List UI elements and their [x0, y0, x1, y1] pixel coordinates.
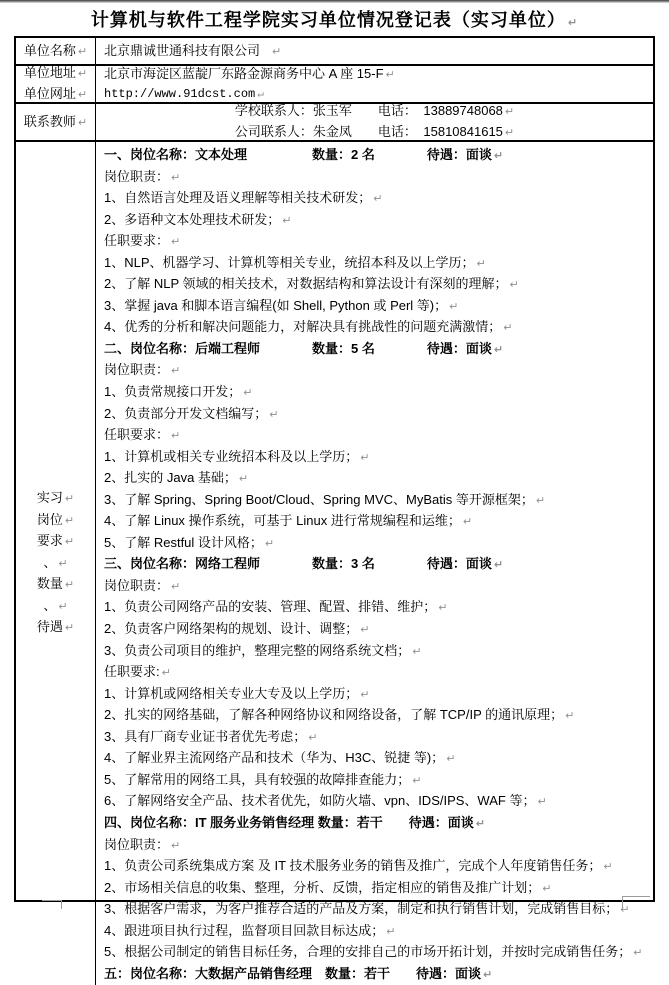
- position-detail-line: [104, 382, 647, 404]
- position-detail-line: [104, 296, 647, 318]
- position-detail-line-text: 4、跟进项目执行过程，监督项目回款目标达成；: [104, 922, 385, 938]
- paragraph-mark-icon: ↵: [475, 817, 485, 830]
- paragraph-mark-icon: ↵: [238, 473, 249, 486]
- positions-row-label-line: [37, 488, 74, 510]
- position-detail-line: [104, 684, 647, 706]
- positions-row-label-line: [37, 531, 74, 553]
- position-detail-line: [104, 791, 647, 813]
- address-label-cell: [16, 64, 96, 102]
- paragraph-mark-icon: ↵: [476, 257, 486, 270]
- position-detail-line-text: 任职要求:: [104, 664, 160, 680]
- position-detail-line: [104, 942, 647, 964]
- paragraph-mark-icon: ↵: [64, 493, 75, 506]
- company-name-label-cell: [16, 38, 96, 64]
- position-detail-line-text: 4、优秀的分析和解决问题能力，对解决具有挑战性的问题充满激情；: [104, 319, 502, 335]
- page-title-text: 计算机与软件工程学院实习单位情况登记表（实习单位）: [90, 10, 566, 30]
- website-url-text: http://www.91dcst.com: [104, 86, 256, 101]
- paragraph-mark-icon: ↵: [542, 882, 552, 895]
- position-detail-line: [104, 641, 647, 663]
- page-margin-mark-left-icon: [42, 900, 62, 909]
- paragraph-mark-icon: ↵: [64, 514, 75, 527]
- company-name-value-cell: [96, 38, 653, 64]
- page-margin-mark-right-icon: [622, 896, 650, 909]
- paragraph-mark-icon: ↵: [360, 688, 370, 701]
- position-detail-line: [104, 274, 647, 296]
- paragraph-mark-icon: ↵: [257, 88, 264, 101]
- website-label-text: 单位网址: [23, 86, 76, 101]
- paragraph-mark-icon: ↵: [567, 17, 579, 29]
- paragraph-mark-icon: ↵: [171, 430, 181, 443]
- position-detail-line-text: 4、了解 Linux 操作系统，可基于 Linux 进行常规编程和运维；: [104, 513, 461, 529]
- address-text: 北京市海淀区蓝靛厂东路金源商务中心 A 座 15-F: [104, 65, 384, 81]
- paragraph-mark-icon: ↵: [620, 904, 630, 917]
- position-detail-line: [104, 597, 647, 619]
- paragraph-mark-icon: ↵: [504, 106, 515, 118]
- position-section-header-text: 五：岗位名称：大数据产品销售经理 数量：若干 待遇：面谈: [104, 965, 482, 981]
- position-detail-line: [104, 899, 647, 921]
- position-detail-line-text: 3、具有厂商专业证书者优先考虑；: [104, 728, 307, 744]
- position-detail-line-text: 3、根据客户需求，为客户推荐合适的产品及方案，制定和执行销售计划，完成销售目标；: [104, 901, 619, 917]
- paragraph-mark-icon: ↵: [77, 116, 88, 129]
- position-detail-line: [104, 360, 647, 382]
- paragraph-mark-icon: ↵: [386, 925, 396, 938]
- paragraph-mark-icon: ↵: [462, 516, 473, 529]
- paragraph-mark-icon: ↵: [483, 968, 493, 981]
- position-detail-line-text: 2、了解 NLP 领域的相关技术，对数据结构和算法设计有深刻的理解；: [104, 276, 508, 292]
- paragraph-mark-icon: ↵: [412, 774, 422, 787]
- positions-row-label-line-text: 岗位: [36, 511, 63, 527]
- position-section-header: [104, 145, 647, 167]
- paragraph-mark-icon: ↵: [537, 796, 547, 809]
- paragraph-mark-icon: ↵: [385, 68, 395, 81]
- position-detail-line: [104, 188, 647, 210]
- company-contact-text: 公司联系人：朱金凤 电话： 15810841615: [234, 124, 503, 139]
- position-detail-line: [104, 878, 647, 900]
- contact-teacher-label-cell: [16, 102, 96, 140]
- company-name-label-text: 单位名称: [23, 42, 76, 58]
- position-detail-line: [104, 253, 647, 275]
- position-detail-line: [104, 468, 647, 490]
- position-detail-line-text: 3、了解 Spring、Spring Boot/Cloud、Spring MVC、MyBatis 等开源框架；: [104, 491, 534, 507]
- position-detail-line-text: 5、根据公司制定的销售目标任务，合理的安排自己的市场开拓计划，并按时完成销售任务；: [104, 944, 632, 960]
- position-detail-line: [104, 447, 647, 469]
- paragraph-mark-icon: ↵: [58, 557, 68, 570]
- paragraph-mark-icon: ↵: [64, 579, 75, 592]
- position-detail-line: [104, 317, 647, 339]
- paragraph-mark-icon: ↵: [171, 171, 181, 184]
- paragraph-mark-icon: ↵: [77, 68, 88, 80]
- position-detail-line-text: 3、负责公司项目的维护，整理完整的网络系统文档；: [104, 642, 411, 658]
- positions-row-label-line-text: 实习: [36, 490, 63, 506]
- positions-row-label-line-text: 、: [43, 597, 57, 613]
- paragraph-mark-icon: ↵: [171, 236, 181, 249]
- position-detail-line: [104, 727, 647, 749]
- page-title: [0, 6, 669, 32]
- registration-table: [14, 36, 655, 981]
- school-contact-text: 学校联系人：张玉军 电话： 13889748068: [234, 103, 503, 118]
- contact-teacher-value-cell: [96, 102, 653, 140]
- position-detail-line-text: 1、计算机或网络相关专业大专及以上学历；: [104, 685, 359, 701]
- paragraph-mark-icon: ↵: [493, 559, 504, 572]
- position-detail-line: [104, 404, 647, 426]
- address-label: [24, 63, 87, 84]
- position-detail-line-text: 2、负责部分开发文档编写；: [104, 405, 268, 421]
- paragraph-mark-icon: ↵: [64, 622, 75, 635]
- position-section-header: [104, 964, 647, 985]
- position-detail-line-text: 岗位职责：: [104, 362, 170, 378]
- positions-content: [96, 140, 653, 985]
- position-section-header: [104, 813, 647, 835]
- paragraph-mark-icon: ↵: [171, 580, 181, 593]
- position-section-header: [104, 554, 647, 576]
- company-name-value: [104, 41, 653, 62]
- paragraph-mark-icon: ↵: [446, 753, 456, 766]
- position-detail-line-text: 岗位职责：: [104, 836, 170, 852]
- address-label-text: 单位地址: [23, 65, 76, 80]
- position-detail-line-text: 1、NLP、机器学习、计算机等相关专业，统招本科及以上学历；: [104, 254, 475, 270]
- position-detail-line: [104, 662, 647, 684]
- position-section-header-text: 四、岗位名称：IT 服务业务销售经理 数量：若干 待遇：面谈: [104, 814, 474, 830]
- position-detail-line: [104, 210, 647, 232]
- position-detail-line: [104, 921, 647, 943]
- company-name-label: [24, 41, 87, 62]
- contact-teacher-label-text: 联系教师: [23, 113, 76, 129]
- position-detail-line-text: 1、计算机或相关专业统招本科及以上学历；: [104, 448, 359, 464]
- positions-row-label-line: [37, 574, 74, 596]
- positions-row-label-line: [37, 617, 74, 639]
- paragraph-mark-icon: ↵: [603, 861, 613, 874]
- positions-label-cell: [16, 140, 96, 985]
- address-value-cell: [96, 64, 653, 102]
- positions-row-label-line: [43, 553, 67, 575]
- paragraph-mark-icon: ↵: [438, 602, 448, 615]
- position-detail-line: [104, 231, 647, 253]
- position-detail-line: [104, 748, 647, 770]
- paragraph-mark-icon: ↵: [360, 624, 370, 637]
- paragraph-mark-icon: ↵: [171, 365, 181, 378]
- paragraph-mark-icon: ↵: [503, 322, 513, 335]
- position-detail-line: [104, 576, 647, 598]
- paragraph-mark-icon: ↵: [243, 387, 253, 400]
- paragraph-mark-icon: ↵: [161, 667, 171, 680]
- position-detail-line-text: 1、自然语言处理及语义理解等相关技术研发；: [104, 190, 372, 206]
- paragraph-mark-icon: ↵: [77, 45, 88, 58]
- position-detail-line-text: 任职要求：: [104, 427, 170, 443]
- position-detail-line: [104, 856, 647, 878]
- positions-row-label-line-text: 待遇: [36, 619, 63, 635]
- paragraph-mark-icon: ↵: [64, 536, 75, 549]
- address-value: [104, 64, 653, 85]
- positions-row-label-line-text: 、: [43, 554, 57, 570]
- paragraph-mark-icon: ↵: [504, 127, 515, 139]
- position-detail-line-text: 岗位职责：: [104, 577, 170, 593]
- position-detail-line-text: 2、扎实的 Java 基础；: [104, 470, 237, 486]
- contact-teacher-label: [24, 112, 87, 133]
- position-detail-line-text: 3、掌握 java 和脚本语言编程(如 Shell, Python 或 Perl 等)；: [104, 297, 448, 313]
- paragraph-mark-icon: ↵: [565, 710, 575, 723]
- paragraph-mark-icon: ↵: [77, 89, 88, 101]
- paragraph-mark-icon: ↵: [509, 279, 519, 292]
- paragraph-mark-icon: ↵: [360, 451, 370, 464]
- window-top-edge: [0, 0, 669, 3]
- company-name-text: 北京鼎诚世通科技有限公司: [104, 42, 261, 58]
- position-detail-line-text: 2、扎实的网络基础，了解各种网络协议和网络设备，了解 TCP/IP 的通讯原理；: [104, 707, 564, 723]
- position-detail-line-text: 1、负责公司网络产品的安装、管理、配置、排错、维护；: [104, 599, 437, 615]
- paragraph-mark-icon: ↵: [272, 45, 282, 58]
- position-detail-line: [104, 425, 647, 447]
- school-contact-line: [96, 101, 653, 122]
- position-detail-line-text: 岗位职责：: [104, 168, 170, 184]
- paragraph-mark-icon: ↵: [535, 494, 546, 507]
- paragraph-mark-icon: ↵: [633, 947, 643, 960]
- position-detail-line-text: 2、市场相关信息的收集、整理，分析、反馈，指定相应的销售及推广计划；: [104, 879, 541, 895]
- position-detail-line: [104, 619, 647, 641]
- paragraph-mark-icon: ↵: [412, 645, 422, 658]
- paragraph-mark-icon: ↵: [449, 300, 459, 313]
- position-detail-line-text: 5、了解 Restful 设计风格；: [104, 534, 263, 550]
- paragraph-mark-icon: ↵: [308, 731, 318, 744]
- position-detail-line-text: 1、负责常规接口开发；: [104, 384, 242, 400]
- paragraph-mark-icon: ↵: [269, 408, 279, 421]
- positions-row-label-line-text: 数量: [36, 576, 63, 592]
- positions-row-label-line-text: 要求: [36, 533, 63, 549]
- paragraph-mark-icon: ↵: [282, 214, 292, 227]
- position-detail-line: [104, 770, 647, 792]
- position-detail-line: [104, 533, 647, 555]
- position-section-header-text: 三、岗位名称：网络工程师 数量：3 名 待遇：面谈: [104, 556, 492, 572]
- positions-row-label-line: [43, 596, 67, 618]
- paragraph-mark-icon: ↵: [493, 150, 504, 162]
- position-detail-line-text: 2、负责客户网络架构的规划、设计、调整；: [104, 621, 359, 637]
- positions-row-label-line: [37, 510, 74, 532]
- position-detail-line-text: 任职要求：: [104, 233, 170, 249]
- position-detail-line-text: 1、负责公司系统集成方案 及 IT 技术服务业务的销售及推广，完成个人年度销售任务；: [104, 858, 602, 874]
- paragraph-mark-icon: ↵: [171, 839, 181, 852]
- position-section-header: [104, 339, 647, 361]
- paragraph-mark-icon: ↵: [58, 600, 68, 613]
- position-detail-line-text: 5、了解常用的网络工具，具有较强的故障排查能力；: [104, 771, 411, 787]
- position-detail-line: [104, 490, 647, 512]
- position-section-header-text: 一、岗位名称：文本处理 数量：2 名 待遇：面谈: [104, 147, 492, 162]
- position-detail-line: [104, 511, 647, 533]
- position-section-header-text: 二、岗位名称：后端工程师 数量：5 名 待遇：面谈: [104, 340, 492, 356]
- position-detail-line: [104, 835, 647, 857]
- position-detail-line-text: 2、多语种文本处理技术研发；: [104, 211, 281, 227]
- position-detail-line: [104, 705, 647, 727]
- position-detail-line-text: 4、了解业界主流网络产品和技术（华为、H3C、锐捷 等)；: [104, 750, 445, 766]
- paragraph-mark-icon: ↵: [373, 193, 383, 206]
- paragraph-mark-icon: ↵: [264, 537, 275, 550]
- position-detail-line-text: 6、了解网络安全产品、技术者优先，如防火墙、vpn、IDS/IPS、WAF 等；: [104, 793, 536, 809]
- position-detail-line: [104, 167, 647, 189]
- paragraph-mark-icon: ↵: [493, 343, 504, 356]
